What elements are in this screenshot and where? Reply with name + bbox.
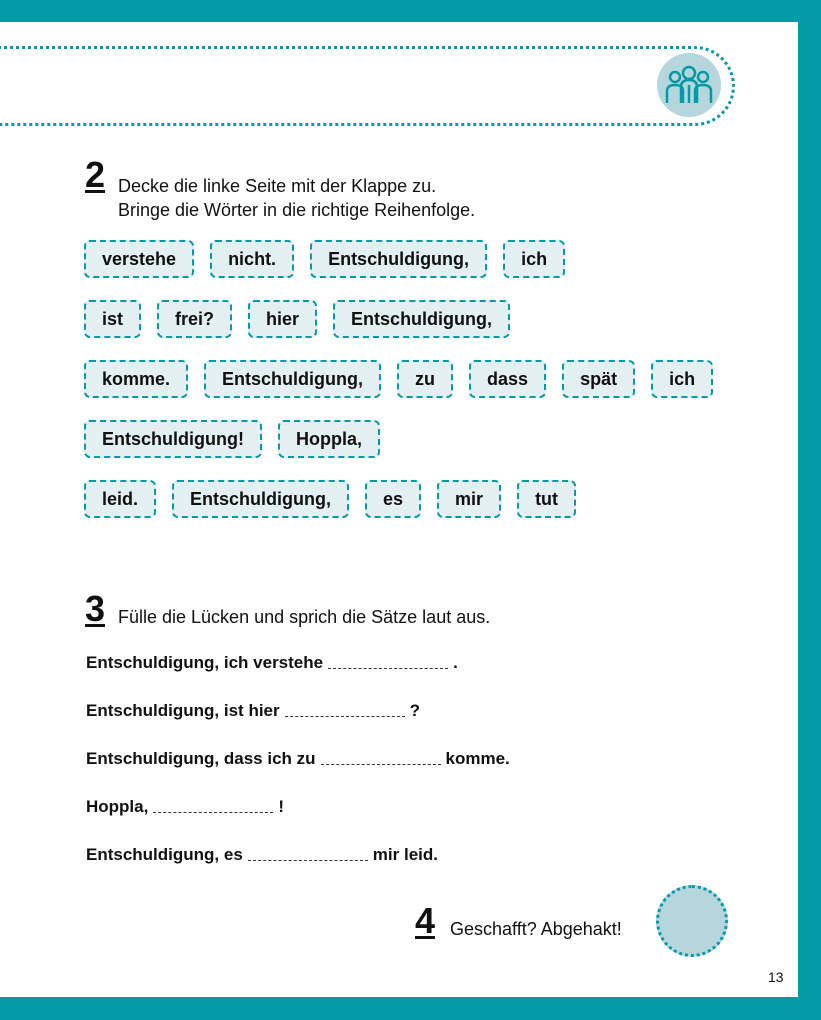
blank-input[interactable]	[153, 811, 273, 813]
sentence-start: Hoppla,	[86, 797, 149, 816]
word-chip[interactable]: frei?	[157, 300, 232, 338]
exercise-4-text: Geschafft? Abgehakt!	[450, 919, 622, 939]
word-row	[84, 480, 576, 518]
word-chip[interactable]: verstehe	[84, 240, 194, 278]
header-banner	[0, 46, 735, 126]
fill-sentence	[86, 845, 438, 865]
word-row	[84, 240, 565, 278]
sentence-start: Entschuldigung, es	[86, 845, 243, 864]
blank-input[interactable]	[328, 667, 448, 669]
word-chip[interactable]: Entschuldigung,	[310, 240, 487, 278]
word-chip[interactable]: tut	[517, 480, 576, 518]
fill-sentence	[86, 701, 420, 721]
word-row	[84, 300, 510, 338]
word-chip[interactable]: zu	[397, 360, 453, 398]
exercise-3-instruction: Fülle die Lücken und sprich die Sätze laut aus.	[118, 607, 491, 627]
sentence-end: !	[278, 797, 285, 816]
blank-input[interactable]	[248, 859, 368, 861]
right-border	[798, 0, 821, 1020]
word-chip[interactable]: leid.	[84, 480, 156, 518]
sentence-end: mir leid.	[372, 845, 438, 864]
word-chip[interactable]: ist	[84, 300, 141, 338]
bottom-border	[0, 997, 821, 1020]
sentence-start: Entschuldigung, dass ich zu	[86, 749, 316, 768]
page-number: 13	[768, 969, 784, 985]
word-chip[interactable]: Entschuldigung!	[84, 420, 262, 458]
word-chip[interactable]: nicht.	[210, 240, 294, 278]
word-row	[84, 420, 380, 458]
sentence-start: Entschuldigung, ist hier	[86, 701, 280, 720]
blank-input[interactable]	[321, 763, 441, 765]
blank-input[interactable]	[285, 715, 405, 717]
word-chip[interactable]: dass	[469, 360, 546, 398]
fill-sentence	[86, 653, 458, 673]
word-chip[interactable]: spät	[562, 360, 635, 398]
word-chip[interactable]: ich	[503, 240, 565, 278]
top-border	[0, 0, 821, 22]
word-chip[interactable]: hier	[248, 300, 317, 338]
exercise-2-instruction-2: Bringe die Wörter in die richtige Reihenfolge.	[118, 200, 476, 220]
word-chip[interactable]: Hoppla,	[278, 420, 380, 458]
fill-sentence	[86, 749, 510, 769]
word-chip[interactable]: ich	[651, 360, 713, 398]
sentence-end: ?	[409, 701, 421, 720]
word-chip[interactable]: Entschuldigung,	[333, 300, 510, 338]
sentence-end: komme.	[445, 749, 510, 768]
word-row	[84, 360, 713, 398]
exercise-3-number: 3	[85, 588, 106, 629]
fill-sentence	[86, 797, 284, 817]
exercise-2-number: 2	[85, 154, 106, 195]
word-chip[interactable]: Entschuldigung,	[172, 480, 349, 518]
word-chip[interactable]: komme.	[84, 360, 188, 398]
sentence-start: Entschuldigung, ich verstehe	[86, 653, 324, 672]
exercise-2-instruction-1: Decke die linke Seite mit der Klappe zu.	[118, 176, 437, 196]
done-checkbox[interactable]	[656, 885, 728, 957]
sentence-end: .	[453, 653, 458, 672]
exercise-4-number: 4	[415, 900, 436, 941]
word-chip[interactable]: es	[365, 480, 421, 518]
word-chip[interactable]: Entschuldigung,	[204, 360, 381, 398]
people-group-icon	[657, 53, 721, 117]
word-chip[interactable]: mir	[437, 480, 501, 518]
